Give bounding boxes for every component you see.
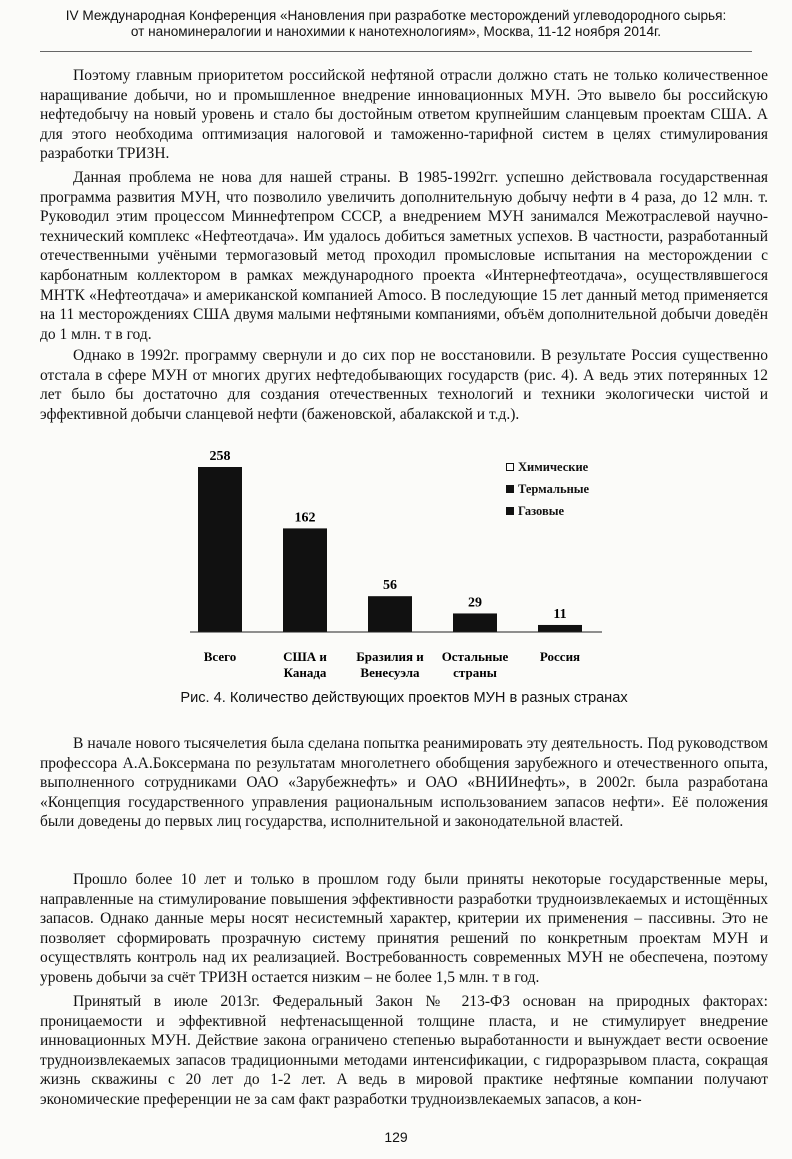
x-tick-label-2-line-0: Бразилия и <box>356 649 424 664</box>
bar-value-label-4: 11 <box>553 606 567 622</box>
bar-value-label-2: 56 <box>383 578 397 594</box>
legend-label-chemical: Химические <box>518 460 589 474</box>
legend-swatch-thermal <box>506 485 514 493</box>
legend-label-thermal: Термальные <box>518 482 590 496</box>
legend-swatch-chemical <box>506 463 514 471</box>
paragraph-2: Данная проблема не нова для нашей страны. В 1985-1992гг. успешно действовала государственная программа развития МУН, что позволило увеличить дополнительную добычу нефти в 4 раза, до 12 млн. т. Руководил этим процессом Миннефтепром СССР, а внедрением МУН занимался Межотраслевой научно-технический комплекс «Нефтеотдача». Им удалось добиться заметных успехов. В частности, разработанный отечественными учёными термогазовый метод проходил промысловые испытания на месторождении с карбонатным коллектором в рамках международного проекта «Интернефтеотдача», осуществлявшегося МНТК «Нефтеотдача» и американской компанией Amoco. В последующие 15 лет данный метод применяется на 11 месторождениях США двумя малыми нефтяными компаниями, объём дополнительной добычи доведён до 1 млн. т в год. <box>40 169 768 343</box>
x-tick-label-0: Всего <box>203 649 237 664</box>
paragraph-6: Принятый в июле 2013г. Федеральный Закон № 213-ФЗ основан на природных факторах: проницаемости и эффективной нефтенасыщенной толщине пласта, и не стимулирует внедрение инновационных МУН. Действие закона ограничено степенью выработанности и вынуждает вести освоение трудноизвлекаемых запасов традиционными методами интенсификации, с гидроразрывом пласта, сокращая жизнь скважины с 20 лет до 1-2 лет. А ведь в мировой практике нефтяные компании получают экономические преференции не за сам факт разработки трудноизвлекаемых запасов, а кон- <box>40 993 768 1108</box>
legend-item-thermal <box>506 478 589 500</box>
figure-caption: Рис. 4. Количество действующих проектов МУН в разных странах <box>180 690 628 706</box>
bar-value-label-3: 29 <box>468 595 482 611</box>
bar-2 <box>368 596 412 632</box>
header-divider <box>40 51 752 52</box>
chart-legend <box>506 456 589 522</box>
bar-3 <box>453 613 497 632</box>
paragraph-3: Однако в 1992г. программу свернули и до сих пор не восстановили. В результате Россия существенно отстала в сфере МУН от многих других нефтедобывающих государств (рис. 4). А ведь этих потерянных 12 лет было бы достаточно для создания отечественных технологий и техники экологически чистой и эффективной добычи сланцевой нефти (баженовской, абалакской и т.д.). <box>40 347 768 423</box>
legend-item-chemical <box>506 456 589 478</box>
paragraph-4: В начале нового тысячелетия была сделана попытка реанимировать эту деятельность. Под руководством профессора А.А.Боксермана по результатам многолетнего обобщения зарубежного и отечественного опыта, выполненного сотрудниками ОАО «Зарубежнефть» и ОАО «ВНИИнефть», в 2002г. была разработана «Концепция государственного управления рациональным использованием запасов нефти». Её положения были доведены до первых лиц государства, исполнительной и законодательной властей. <box>40 735 768 831</box>
bar-4 <box>538 625 582 632</box>
x-tick-label-3-line-0: Остальные <box>441 649 509 664</box>
x-tick-label-2-line-1: Венесуэла <box>360 665 420 680</box>
paragraph-5: Прошло более 10 лет и только в прошлом году были приняты некоторые государственные меры, направленные на стимулирование повышения эффективности разработки трудноизвлекаемых и истощённых запасов. Однако данные меры носят несистемный характер, критерии их применения – пассивны. Это не позволяет сформировать прозрачную систему принятия решений по конкретным проектам МУН и осуществлять контроль над их реализацией. Востребованность современных МУН не обеспечена, поэтому уровень добычи за счёт ТРИЗН остается низким – не более 1,5 млн. т в год. <box>40 871 768 986</box>
bar-0 <box>198 467 242 632</box>
bar-value-label-0: 258 <box>209 449 231 464</box>
legend-swatch-gas <box>506 507 514 515</box>
bar-1 <box>283 528 327 632</box>
x-tick-label-1-line-1: Канада <box>283 665 327 680</box>
header-line-1: IV Международная Конференция «Нановления при разработке месторождений углеводородного сырья: <box>65 8 727 23</box>
bar-value-label-1: 162 <box>294 510 316 526</box>
page-number: 129 <box>384 1129 408 1145</box>
legend-label-gas: Газовые <box>518 504 565 518</box>
x-tick-label-1-line-0: США и <box>283 649 327 664</box>
x-tick-label-3-line-1: страны <box>453 665 497 680</box>
x-tick-label-4: Россия <box>539 649 581 664</box>
page-header <box>30 8 762 40</box>
paragraph-1: Поэтому главным приоритетом российской нефтяной отрасли должно стать не только количественное наращивание добычи, но и промышленное внедрение инновационных МУН. Это вывело бы российскую нефтедобычу на новый уровень и стало бы достойным ответом крупнейшим сланцевым проектам США. А для этого необходима оптимизация налоговой и таможенно-тарифной систем в целях стимулирования разработки ТРИЗН. <box>40 67 768 163</box>
legend-item-gas <box>506 500 589 522</box>
header-line-2: от наноминералогии и нанохимии к нанотехнологиям», Москва, 11-12 ноября 2014г. <box>130 24 662 39</box>
